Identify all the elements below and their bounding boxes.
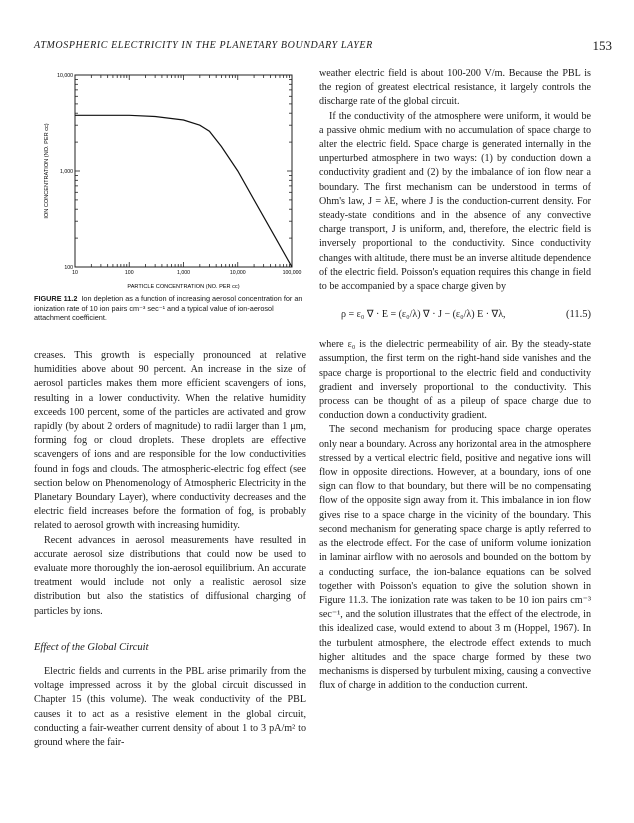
ion-depletion-chart bbox=[34, 66, 306, 292]
right-column bbox=[319, 67, 591, 693]
y-axis-label: ION CONCENTRATION (NO. PER cc) bbox=[44, 123, 50, 219]
paragraph: Electric fields and currents in the PBL arise primarily from the voltage impressed across it by the global circuit discussed in Chapter 15 (this volume). The weak conductivity of the PBL causes it to act as a resistive element in the global circuit, conducting a fair-weather current density of about 1 to 3 pA/m² to ground where the fair- bbox=[34, 666, 306, 749]
x-tick-label: 10 bbox=[72, 270, 78, 276]
paragraph: where ε₀ is the dielectric permeability of air. By the steady-state assumption, the first term on the right-hand side vanishes and the space charge is proportional to the electric field and conductivity gradient and inversely proportional to the conductivity. This process can be thought of as a pileup of space charge due to conduction down a conductivity gradient. bbox=[319, 339, 591, 422]
x-tick-label: 1,000 bbox=[177, 270, 190, 276]
page-number: 153 bbox=[592, 38, 612, 53]
figure-caption bbox=[34, 294, 306, 323]
paragraph: weather electric field is about 100-200 V/m. Because the PBL is the region of greatest electrical resistance, it largely controls the discharge rate of the global circuit. bbox=[319, 68, 591, 108]
figure-caption-text: Ion depletion as a function of increasing aerosol concentration for an ionization rate of 10 ion pairs cm⁻³ sec⁻¹ and a typical value of ion-aerosol attachment coefficient. bbox=[34, 294, 303, 323]
paragraph: The second mechanism for producing space charge operates only near a boundary. Across any horizontal area in the atmosphere stressed by a vertical electric field, positive and negative ions will flow in opposite directions. However, at a boundary, ions of one sign can flow to that boundary, but there will be no compensating flow of the opposite sign away from it. This imbalance in ion flow gives rise to a space charge in the vicinity of the boundary. This second mechanism for generating space charge is aptly referred to as the electrode effect. For the case of uniform volume ionization in laminar airflow with no aerosols and bounded on the bottom by a conducting surface, the ion-balance equations can be solved together with Poisson's equation to give the solution shown in Figure 11.3. The ionization rate was taken to be 10 ion pairs cm⁻³ sec⁻¹, and the solution illustrates that the effect of the electrode, in this idealized case, would extend to about 3 m (Hoppel, 1967). In the turbulent atmosphere, the electrode effect extends to much higher altitudes and the space charge formed by these two mechanisms is dispersed by turbulent mixing, causing a convective flux of charge in addition to the conduction current. bbox=[319, 424, 591, 692]
section-heading: Effect of the Global Circuit bbox=[34, 641, 149, 653]
left-column bbox=[34, 349, 306, 750]
equation-number: (11.5) bbox=[566, 309, 591, 321]
running-title: ATMOSPHERIC ELECTRICITY IN THE PLANETARY BOUNDARY LAYER bbox=[34, 40, 373, 51]
equation-11-5 bbox=[319, 302, 591, 328]
x-tick-label: 100,000 bbox=[282, 270, 302, 276]
y-tick-label: 100 bbox=[64, 265, 73, 271]
paragraph: Recent advances in aerosol measurements have resulted in accurate aerosol size distributions that could now be used to evaluate more thoroughly the ion-aerosol equilibrium. An accurate treatment would include not only a realistic aerosol size distribution but also the statistics of diffusional charging of particles by ions. bbox=[34, 534, 306, 617]
series-line bbox=[75, 115, 292, 267]
figure-caption-label: FIGURE 11.2 bbox=[34, 294, 78, 303]
x-tick-label: 10,000 bbox=[229, 270, 246, 276]
figure-11-2 bbox=[34, 66, 306, 328]
running-header bbox=[34, 40, 612, 56]
y-tick-label: 10,000 bbox=[57, 73, 73, 79]
paragraph: If the conductivity of the atmosphere were uniform, it would be a passive ohmic medium with no accumulation of space charge to alter the electric field. Space charge is generated internally in the unperturbed atmosphere in two ways: (1) by conduction down a conductivity gradient and (2) by the imbalance of ion flow near a boundary. The first mechanism can be understood in terms of Ohm's law, J = λE, where J is the conduction-current density. For steady-state conditions and in the absence of any convective charge transport, J is uniform, and, therefore, the electric field is inversely proportional to the conductivity. Since conductivity changes with altitude, there must be an inverse altitude dependence of the electric field. Poisson's equation requires this change in field to be accompanied by a space charge given by bbox=[319, 110, 591, 293]
paragraph: creases. This growth is especially pronounced at relative humidities above about 90 percent. An increase in the size of aerosol particles makes them more efficient scavengers of ions, resulting in a lower conductivity. When the relative humidity exceeds 100 percent, some of the particles are activated and grow rapidly (by about 2 orders of magnitude) to radii larger than 1 μm, forming fog or cloud droplets. These droplets are effective scavengers of ions and are responsible for the low conductivities found in fogs and clouds. The atmospheric-electric fog effect (see section below on Phenomenology of Atmospheric Electricity in the Planetary Boundary Layer), where conductivity decreases and the electric field increases before the formation of fog, is probably related to aerosol growth with increasing humidity. bbox=[34, 350, 306, 532]
y-tick-label: 1,000 bbox=[60, 169, 73, 175]
plot-frame bbox=[75, 75, 292, 267]
x-axis-label: PARTICLE CONCENTRATION (NO. PER cc) bbox=[127, 284, 240, 290]
equation-body: ρ = ε₀ ∇ · E = (ε₀/λ) ∇ · J − (ε₀/λ) E · ∇λ, bbox=[341, 309, 506, 321]
x-tick-label: 100 bbox=[124, 270, 134, 276]
